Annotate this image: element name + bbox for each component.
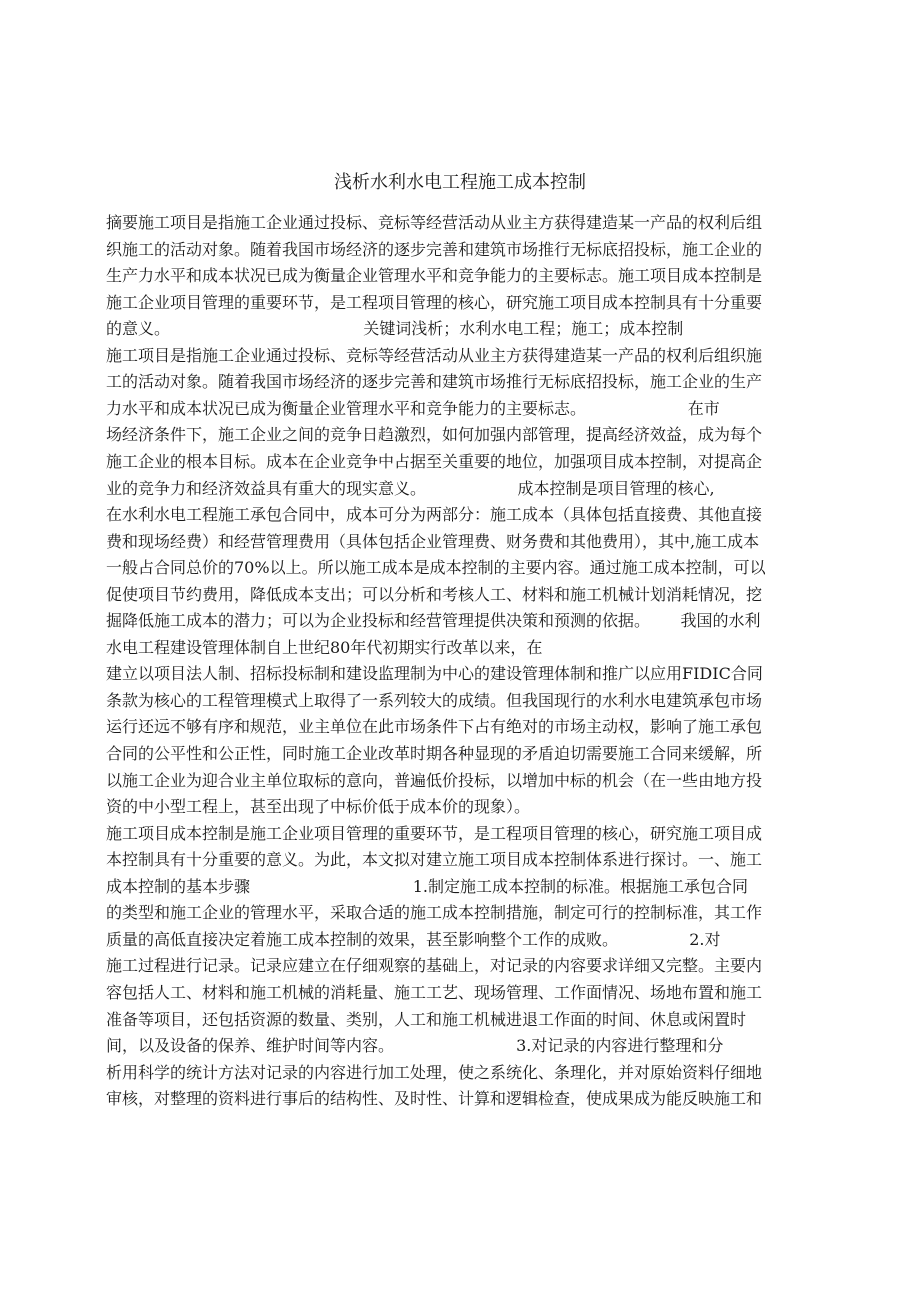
text-line: 的类型和施工企业的管理水平，采取合适的施工成本控制措施，制定可行的控制标准，其工作	[106, 903, 763, 923]
text-line: 条款为核心的工程管理模式上取得了一系列较大的成绩。但我国现行的水利水电建筑承包市场	[106, 690, 763, 710]
text-line: 质量的高低直接决定着施工成本控制的效果，甚至影响整个工作的成败。 2.对	[106, 929, 721, 949]
text-line: 费和现场经费）和经营管理费用（具体包括企业管理费、财务费和其他费用），其中,施工成本	[106, 531, 760, 551]
text-line: 合同的公平性和公正性，同时施工企业改革时期各种显现的矛盾迫切需要施工合同来缓解，所	[106, 744, 763, 763]
text-line: 工的活动对象。随着我国市场经济的逐步完善和建筑市场推行无标底招投标，施工企业的生产	[106, 372, 763, 392]
text-line: 间，以及设备的保养、维护时间等内容。 3.对记录的内容进行整理和分	[106, 1036, 724, 1056]
text-line: 成本控制的基本步骤 1.制定施工成本控制的标准。根据施工承包合同	[106, 876, 749, 896]
text-line: 掘降低施工成本的潜力；可以为企业投标和经营管理提供决策和预测的依据。 我国的水利	[106, 611, 761, 631]
text-line: 织施工的活动对象。随着我国市场经济的逐步完善和建筑市场推行无标底招投标，施工企业的	[106, 239, 763, 259]
text-line: 析用科学的统计方法对记录的内容进行加工处理，使之系统化、条理化，并对原始资料仔细地	[106, 1062, 763, 1082]
text-line: 施工企业的根本目标。成本在企业竞争中占据至关重要的地位，加强项目成本控制，对提高企	[106, 451, 763, 471]
text-line: 准备等项目，还包括资源的数量、类别，人工和施工机械进退工作面的时间、休息或闲置时	[106, 1009, 747, 1029]
text-line: 生产力水平和成本状况已成为衡量企业管理水平和竞争能力的主要标志。施工项目成本控制是	[106, 266, 763, 286]
text-line: 水电工程建设管理体制自上世纪80年代初期实行改革以来，在	[106, 637, 543, 657]
text-line: 场经济条件下，施工企业之间的竞争日趋激烈，如何加强内部管理，提高经济效益，成为每个	[106, 425, 763, 445]
text-line: 运行还远不够有序和规范，业主单位在此市场条件下占有绝对的市场主动权，影响了施工承包	[106, 717, 763, 737]
text-line: 的意义。 关键词浅析；水利水电工程；施工；成本控制	[106, 319, 684, 339]
text-line: 施工企业项目管理的重要环节，是工程项目管理的核心，研究施工项目成本控制具有十分重要	[106, 292, 763, 312]
text-line: 业的竞争力和经济效益具有重大的现实意义。 成本控制是项目管理的核心,	[106, 478, 715, 498]
text-line: 促使项目节约费用，降低成本支出；可以分析和考核人工、材料和施工机械计划消耗情况，挖	[106, 584, 763, 604]
text-line: 力水平和成本状况已成为衡量企业管理水平和竞争能力的主要标志。 在市	[106, 398, 720, 418]
text-line: 摘要施工项目是指施工企业通过投标、竞标等经营活动从业主方获得建造某一产品的权利后组	[106, 213, 763, 232]
text-line: 资的中小型工程上，甚至出现了中标价低于成本价的现象）。	[106, 797, 531, 817]
text-line: 施工过程进行记录。记录应建立在仔细观察的基础上，对记录的内容要求详细又完整。主要内	[106, 956, 763, 976]
document-title: 浅析水利水电工程施工成本控制	[334, 172, 586, 193]
text-line: 以施工企业为迎合业主单位取标的意向，普遍低价投标，以增加中标的机会（在一些由地方投	[106, 770, 763, 790]
text-line: 审核，对整理的资料进行事后的结构性、及时性、计算和逻辑检查，使成果成为能反映施工和	[106, 1089, 763, 1109]
text-line: 建立以项目法人制、招标投标制和建设监理制为中心的建设管理体制和推广以应用FIDIC合同	[106, 664, 763, 684]
text-line: 本控制具有十分重要的意义。为此，本文拟对建立施工项目成本控制体系进行探讨。一、施工	[106, 850, 763, 870]
text-line: 一般占合同总价的70%以上。所以施工成本是成本控制的主要内容。通过施工成本控制，可以	[106, 558, 766, 578]
text-line: 施工项目成本控制是施工企业项目管理的重要环节，是工程项目管理的核心，研究施工项目成	[106, 823, 763, 843]
text-line: 施工项目是指施工企业通过投标、竞标等经营活动从业主方获得建造某一产品的权利后组织施	[106, 345, 763, 365]
text-line: 在水利水电工程施工承包合同中，成本可分为两部分：施工成本（具体包括直接费、其他直接	[106, 505, 763, 525]
text-line: 容包括人工、材料和施工机械的消耗量、施工工艺、现场管理、工作面情况、场地布置和施工	[106, 982, 763, 1002]
